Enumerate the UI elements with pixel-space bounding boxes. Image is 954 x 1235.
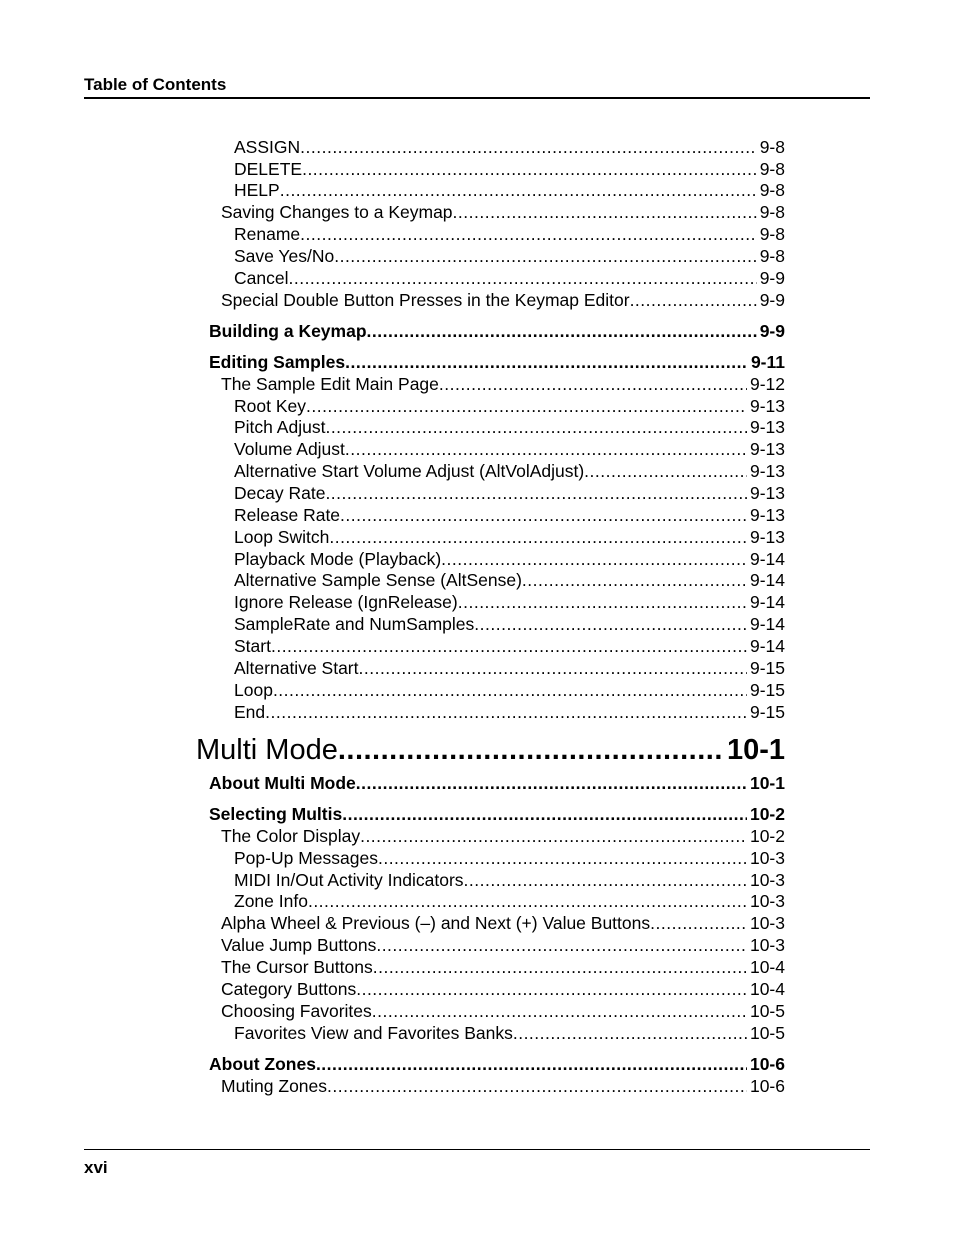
toc-entry-page: 9-13 <box>749 505 785 525</box>
toc-leader-dots <box>439 374 747 394</box>
toc-entry-label: Release Rate <box>234 505 341 525</box>
toc-entry-page: 9-9 <box>759 321 785 341</box>
toc-leader-dots <box>300 137 757 157</box>
toc-entry[interactable] <box>234 549 785 569</box>
toc-entry-label: Pop-Up Messages <box>234 848 378 868</box>
toc-entry-label: Alternative Sample Sense (AltSense) <box>234 570 522 590</box>
toc-leader-dots <box>334 246 756 266</box>
toc-entry-page: 10-2 <box>749 804 785 824</box>
toc-leader-dots <box>356 979 747 999</box>
toc-entry-page: 9-8 <box>759 246 785 266</box>
toc-entry-page: 9-14 <box>749 549 785 569</box>
toc-entry[interactable] <box>234 614 785 634</box>
toc-leader-dots <box>372 1001 747 1021</box>
toc-leader-dots <box>325 483 747 503</box>
toc-entry-page: 10-3 <box>749 848 785 868</box>
toc-leader-dots <box>329 527 747 547</box>
toc-leader-dots <box>265 702 747 722</box>
toc-entry-page: 9-8 <box>759 180 785 200</box>
toc-entry-page: 9-13 <box>749 396 785 416</box>
toc-entry-label: Saving Changes to a Keymap <box>221 202 453 222</box>
toc-entry-page: 9-9 <box>759 268 785 288</box>
toc-entry-page: 9-13 <box>749 461 785 481</box>
toc-leader-dots <box>458 592 747 612</box>
toc-entry-label: Loop <box>234 680 273 700</box>
toc-leader-dots <box>360 826 747 846</box>
toc-entry-page: 9-14 <box>749 614 785 634</box>
toc-entry-page: 10-3 <box>749 870 785 890</box>
toc-entry-page: 9-13 <box>749 483 785 503</box>
toc-leader-dots <box>308 891 747 911</box>
toc-entry-page: 9-14 <box>749 636 785 656</box>
toc-entry[interactable] <box>234 439 785 459</box>
toc-entry[interactable] <box>234 417 785 437</box>
toc-entry-page: 9-11 <box>750 352 785 372</box>
toc-entry[interactable] <box>234 246 785 266</box>
toc-leader-dots <box>340 505 747 525</box>
footer-rule <box>84 1149 870 1150</box>
toc-chapter-entry[interactable] <box>196 734 785 766</box>
toc-leader-dots <box>345 352 748 372</box>
toc-entry-page: 10-6 <box>749 1054 785 1074</box>
toc-entry-page: 9-15 <box>749 680 785 700</box>
toc-entry[interactable] <box>234 268 785 288</box>
toc-entry[interactable] <box>221 913 785 933</box>
toc-entry[interactable] <box>209 1054 785 1074</box>
toc-entry-page: 10-3 <box>749 913 785 933</box>
toc-entry-page: 9-8 <box>759 224 785 244</box>
toc-leader-dots <box>280 180 757 200</box>
toc-entry[interactable] <box>234 137 785 157</box>
toc-entry[interactable] <box>234 483 785 503</box>
toc-leader-dots <box>376 935 747 955</box>
toc-leader-dots <box>327 1076 747 1096</box>
toc-entry[interactable] <box>234 658 785 678</box>
toc-chapter-page: 10-1 <box>726 734 785 766</box>
toc-entry[interactable] <box>234 461 785 481</box>
toc-entry-label: Decay Rate <box>234 483 326 503</box>
toc-entry-label: Save Yes/No <box>234 246 335 266</box>
toc-leader-dots <box>367 321 757 341</box>
toc-entry-page: 9-12 <box>749 374 785 394</box>
toc-entry-page: 9-13 <box>749 439 785 459</box>
toc-entry-page: 9-8 <box>759 159 785 179</box>
toc-leader-dots <box>373 957 747 977</box>
toc-entry[interactable] <box>234 680 785 700</box>
toc-entry-label: ASSIGN <box>234 137 301 157</box>
toc-entry-label: The Cursor Buttons <box>221 957 373 977</box>
toc-entry-label: Favorites View and Favorites Banks <box>234 1023 513 1043</box>
toc-entry-label: Choosing Favorites <box>221 1001 372 1021</box>
toc-entry[interactable] <box>221 374 785 394</box>
toc-entry[interactable] <box>221 1001 785 1021</box>
toc-leader-dots <box>302 159 757 179</box>
toc-entry[interactable] <box>234 570 785 590</box>
toc-entry[interactable] <box>234 870 785 890</box>
toc-entry-page: 10-3 <box>749 891 785 911</box>
toc-leader-dots <box>271 636 747 656</box>
toc-leader-dots <box>513 1023 747 1043</box>
toc-entry-label: DELETE <box>234 159 303 179</box>
toc-leader-dots <box>316 1054 747 1074</box>
toc-entry-page: 10-4 <box>749 957 785 977</box>
toc-entry-page: 10-5 <box>749 1023 785 1043</box>
toc-entry[interactable] <box>234 396 785 416</box>
toc-entry-page: 9-14 <box>749 592 785 612</box>
toc-entry-label: SampleRate and NumSamples <box>234 614 475 634</box>
toc-entry[interactable] <box>221 935 785 955</box>
toc-entry[interactable] <box>209 352 785 372</box>
toc-entry[interactable] <box>234 891 785 911</box>
toc-entry-label: End <box>234 702 266 722</box>
toc-entry[interactable] <box>234 527 785 547</box>
toc-entry-label: Selecting Multis <box>209 804 343 824</box>
toc-entry-label: Rename <box>234 224 301 244</box>
toc-leader-dots <box>288 268 756 288</box>
toc-entry[interactable] <box>221 1076 785 1096</box>
running-header-title: Table of Contents <box>84 75 227 94</box>
toc-entry-page: 9-15 <box>749 658 785 678</box>
toc-entry-label: Value Jump Buttons <box>221 935 377 955</box>
toc-entry-page: 9-9 <box>759 290 785 310</box>
toc-leader-dots <box>345 439 747 459</box>
toc-leader-dots <box>441 549 747 569</box>
toc-entry-label: Alpha Wheel & Previous (–) and Next (+) Value Buttons <box>221 913 651 933</box>
toc-leader-dots <box>650 913 747 933</box>
toc-entry-page: 9-15 <box>749 702 785 722</box>
toc-leader-dots <box>453 202 757 222</box>
header-rule <box>84 97 870 99</box>
toc-entry-label: MIDI In/Out Activity Indicators <box>234 870 464 890</box>
page-number: xvi <box>84 1158 108 1177</box>
toc-leader-dots <box>356 773 747 793</box>
toc-entry-label: Category Buttons <box>221 979 357 999</box>
toc-entry[interactable] <box>234 636 785 656</box>
toc-entry-page: 10-3 <box>749 935 785 955</box>
toc-entry[interactable] <box>221 202 785 222</box>
toc-entry-page: 9-13 <box>749 417 785 437</box>
toc-entry[interactable] <box>221 290 785 310</box>
toc-leader-dots <box>338 734 724 766</box>
toc-entry-label: The Sample Edit Main Page <box>221 374 439 394</box>
toc-entry-label: Building a Keymap <box>209 321 367 341</box>
toc-entry-page: 9-13 <box>749 527 785 547</box>
toc-entry-label: About Multi Mode <box>209 773 356 793</box>
toc-entry-label: Start <box>234 636 271 656</box>
toc-entry[interactable] <box>234 505 785 525</box>
toc-entry[interactable] <box>234 848 785 868</box>
toc-leader-dots <box>306 396 747 416</box>
toc-leader-dots <box>273 680 747 700</box>
toc-entry-page: 10-2 <box>749 826 785 846</box>
toc-entry[interactable] <box>221 826 785 846</box>
toc-entry[interactable] <box>221 957 785 977</box>
toc-entry[interactable] <box>234 159 785 179</box>
toc-entry[interactable] <box>234 1023 785 1043</box>
toc-leader-dots <box>342 804 747 824</box>
toc-entry-label: Pitch Adjust <box>234 417 326 437</box>
toc-entry-page: 10-6 <box>749 1076 785 1096</box>
toc-entry-label: Root Key <box>234 396 306 416</box>
toc-entry[interactable] <box>234 702 785 722</box>
toc-entry-label: HELP <box>234 180 280 200</box>
toc-entry-page: 10-4 <box>749 979 785 999</box>
toc-entry-label: About Zones <box>209 1054 316 1074</box>
toc-entry-label: Cancel <box>234 268 289 288</box>
toc-entry-label: Editing Samples <box>209 352 346 372</box>
toc-leader-dots <box>522 570 747 590</box>
toc-entry[interactable] <box>209 773 785 793</box>
toc-leader-dots <box>378 848 747 868</box>
toc-leader-dots <box>325 417 747 437</box>
toc-entry-page: 9-8 <box>759 137 785 157</box>
toc-entry-label: Special Double Button Presses in the Keymap Editor <box>221 290 630 310</box>
toc-entry[interactable] <box>209 804 785 824</box>
toc-entry-label: Zone Info <box>234 891 308 911</box>
toc-entry-label: Loop Switch <box>234 527 330 547</box>
toc-chapter-label: Multi Mode <box>196 734 338 766</box>
toc-entry[interactable] <box>209 321 785 341</box>
toc-leader-dots <box>300 224 757 244</box>
toc-entry-label: Alternative Start Volume Adjust (AltVolAdjust) <box>234 461 585 481</box>
toc-leader-dots <box>584 461 747 481</box>
toc-entry[interactable] <box>234 180 785 200</box>
toc-entry-label: Alternative Start <box>234 658 359 678</box>
toc-entry[interactable] <box>221 979 785 999</box>
toc-entry-page: 9-14 <box>749 570 785 590</box>
toc-entry[interactable] <box>234 224 785 244</box>
toc-entry-label: The Color Display <box>221 826 361 846</box>
toc-leader-dots <box>464 870 747 890</box>
toc-entry-page: 9-8 <box>759 202 785 222</box>
toc-entry-label: Ignore Release (IgnRelease) <box>234 592 458 612</box>
toc-leader-dots <box>359 658 747 678</box>
toc-entry-label: Muting Zones <box>221 1076 328 1096</box>
toc-entry-label: Playback Mode (Playback) <box>234 549 442 569</box>
toc-entry-page: 10-5 <box>749 1001 785 1021</box>
toc-leader-dots <box>630 290 757 310</box>
toc-entry-page: 10-1 <box>749 773 785 793</box>
toc-entry-label: Volume Adjust <box>234 439 345 459</box>
toc-leader-dots <box>474 614 747 634</box>
toc-entry[interactable] <box>234 592 785 612</box>
